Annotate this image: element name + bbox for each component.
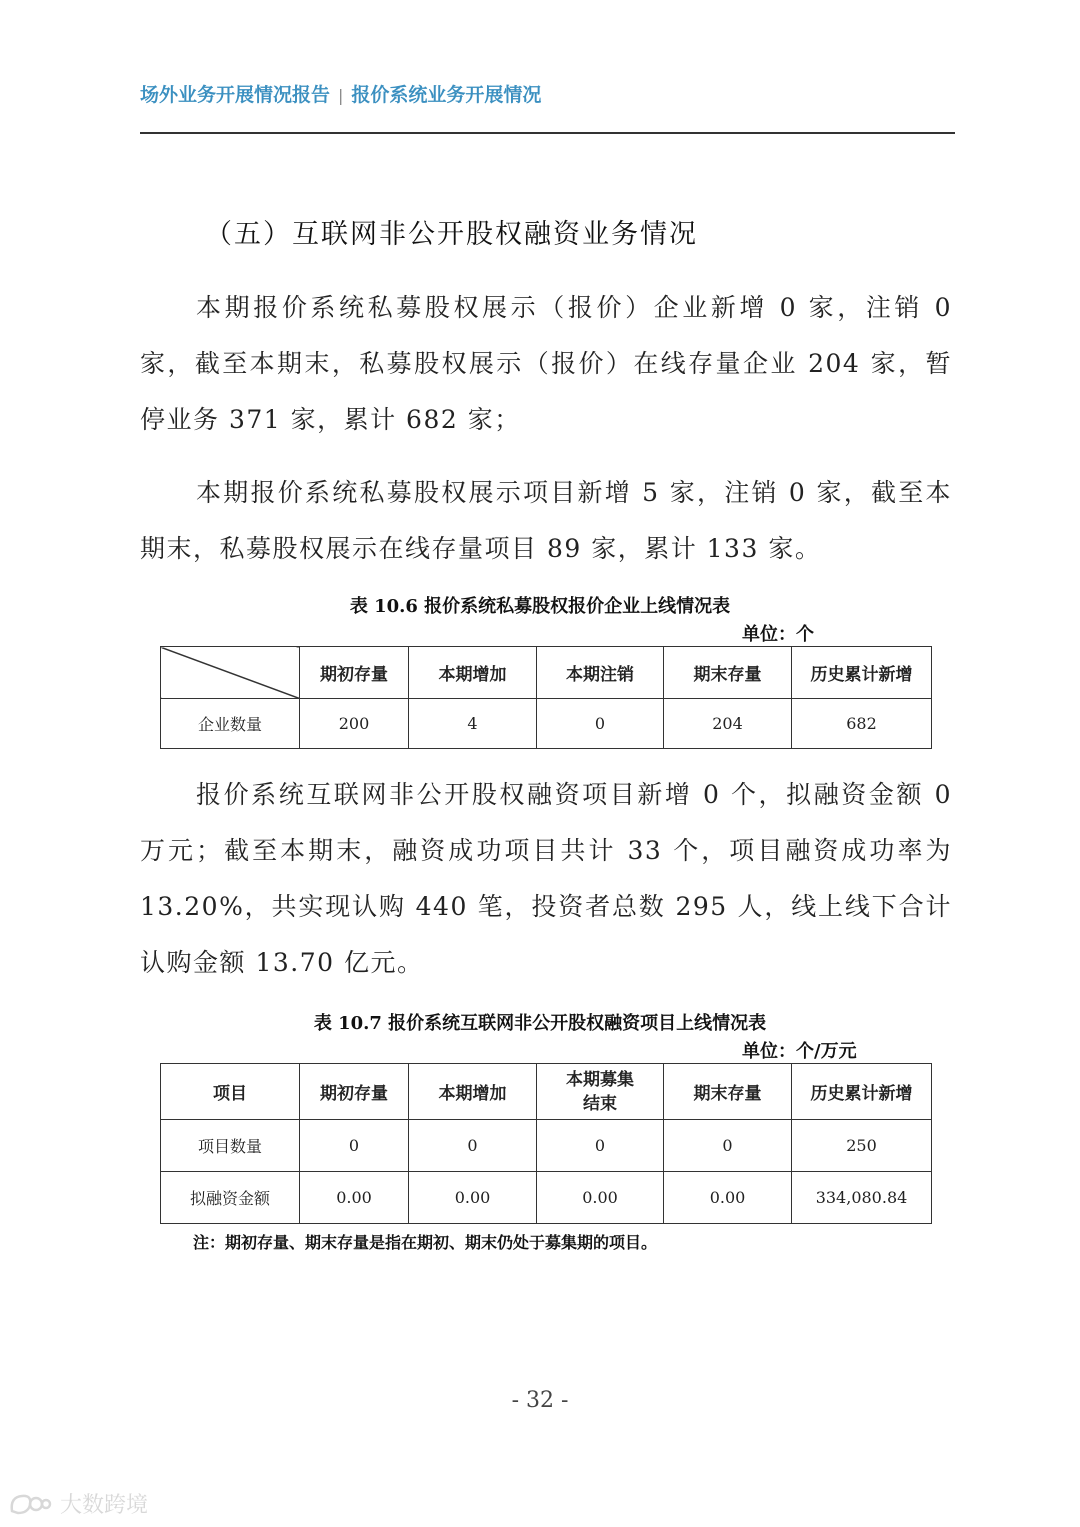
page-number: - 32 - — [511, 1388, 569, 1413]
table-cell: 0 — [537, 699, 664, 749]
table-cell: 0.00 — [664, 1172, 792, 1224]
table-cell: 250 — [792, 1120, 932, 1172]
table-row — [161, 1120, 932, 1172]
table-footnote: 注：期初存量、期末存量是指在期初、期末仍处于募集期的项目。 — [193, 1233, 658, 1252]
watermark-text: 大数跨境 — [60, 1493, 149, 1518]
table-cell: 204 — [664, 699, 792, 749]
table1-header: 期末存量 — [664, 647, 792, 699]
table1-header: 期初存量 — [300, 647, 409, 699]
header-chapter-title: 报价系统业务开展情况 — [351, 84, 542, 106]
paragraph-enterprise-stats: 本期报价系统私募股权展示（报价）企业新增 0 家，注销 0 家，截至本期末，私募股权展示（报价）在线存量企业 204 家，暂停业务 371 家，累计 682 家； — [140, 293, 952, 434]
table1-unit: 单位：个 — [742, 624, 814, 645]
row-label: 拟融资金额 — [161, 1172, 300, 1224]
table1-header: 本期注销 — [537, 647, 664, 699]
table2-header: 历史累计新增 — [792, 1064, 932, 1120]
header-separator: | — [338, 86, 344, 105]
table-cell: 0 — [664, 1120, 792, 1172]
table-cell: 0.00 — [300, 1172, 409, 1224]
table-row — [161, 699, 932, 749]
table2-header: 本期募集结束 — [537, 1064, 664, 1120]
section-title: （五）互联网非公开股权融资业务情况 — [205, 219, 698, 250]
table-cell: 0.00 — [537, 1172, 664, 1224]
paragraph-project-stats: 本期报价系统私募股权展示项目新增 5 家，注销 0 家，截至本期末，私募股权展示在线存量项目 89 家，累计 133 家。 — [140, 478, 952, 563]
table2-header: 项目 — [161, 1064, 300, 1120]
table1-caption: 表 10.6 报价系统私募股权报价企业上线情况表 — [349, 596, 731, 617]
table-cell: 4 — [409, 699, 537, 749]
table-cell: 200 — [300, 699, 409, 749]
table1-header-row — [161, 647, 932, 699]
table-cell: 0.00 — [409, 1172, 537, 1224]
row-label: 项目数量 — [161, 1120, 300, 1172]
row-label: 企业数量 — [161, 699, 300, 749]
table-cell: 334,080.84 — [792, 1172, 932, 1224]
table2-header-row — [161, 1064, 932, 1120]
table-cell: 0 — [409, 1120, 537, 1172]
header-report-title: 场外业务开展情况报告 — [140, 84, 331, 106]
table1-header: 历史累计新增 — [792, 647, 932, 699]
table-cell: 0 — [537, 1120, 664, 1172]
paragraph-financing-stats: 报价系统互联网非公开股权融资项目新增 0 个，拟融资金额 0 万元；截至本期末，融资成功项目共计 33 个，项目融资成功率为 13.20%，共实现认购 440 笔，投资者总数 295 人，线上线下合计认购金额 13.70 亿元。 — [140, 780, 952, 977]
table-row — [161, 1172, 932, 1224]
table-financing-projects — [160, 1063, 932, 1224]
watermark — [8, 1488, 148, 1519]
table2-header: 期初存量 — [300, 1064, 409, 1120]
table2-unit: 单位：个/万元 — [742, 1041, 857, 1062]
table-cell: 0 — [300, 1120, 409, 1172]
brand-logo-icon — [8, 1491, 52, 1517]
running-header — [140, 80, 955, 134]
table2-caption: 表 10.7 报价系统互联网非公开股权融资项目上线情况表 — [313, 1013, 767, 1034]
table1-header: 本期增加 — [409, 647, 537, 699]
table-enterprise-listing — [160, 646, 932, 749]
table1-diagonal-corner — [161, 647, 300, 699]
table2-header: 期末存量 — [664, 1064, 792, 1120]
table-cell: 682 — [792, 699, 932, 749]
table2-header: 本期增加 — [409, 1064, 537, 1120]
